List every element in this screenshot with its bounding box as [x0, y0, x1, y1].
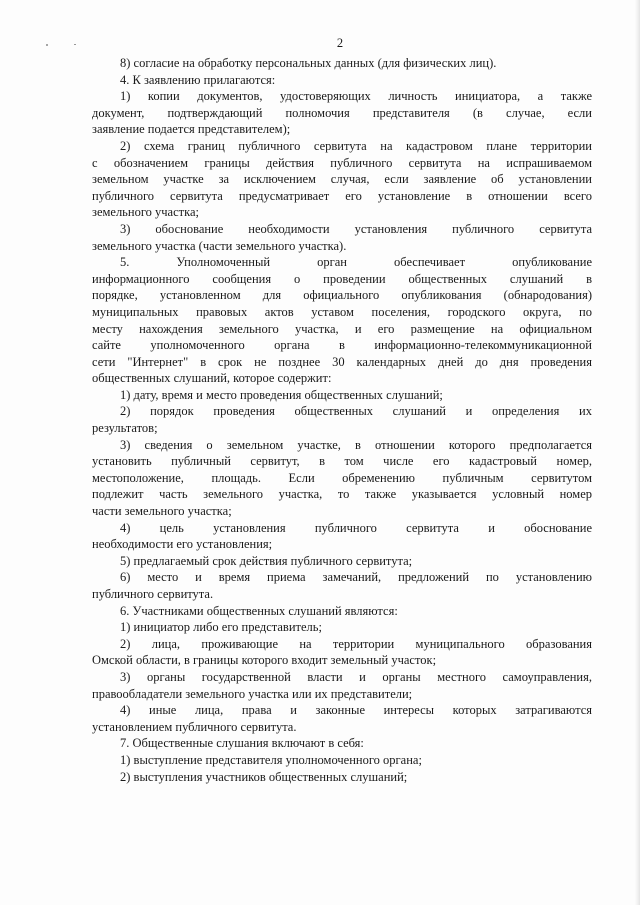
text-line: публичного сервитута. — [92, 587, 214, 601]
text-line: 1) инициатор либо его представитель; — [120, 620, 322, 635]
text-line: муниципальных правовых актов уставом поселения, городского округа, по — [92, 304, 592, 319]
text-line: установить публичный сервитут, в том числе его кадастровый номер, — [92, 454, 592, 469]
text-line: 3) обоснование необходимости установления публичного сервитута — [120, 221, 592, 236]
text-line: общественных слушаний, которое содержит: — [92, 371, 332, 386]
text-line: земельного участка; — [92, 205, 200, 220]
text-line: земельного участка (части земельного участка). — [92, 238, 347, 253]
text-line: 5) предлагаемый срок действия публичного сервитута; — [120, 553, 413, 568]
text-line: местоположение, площадь. Если обременению публичным сервитутом — [92, 470, 592, 485]
text-line: с обозначением границы действия публичного сервитута на испрашиваемом — [92, 155, 592, 170]
text-line: 4) иные лица, права и законные интересы которых затрагиваются — [120, 703, 592, 718]
text-line: 1) дату, время и место проведения общественных слушаний; — [120, 387, 443, 402]
page-edge-shadow — [634, 0, 640, 905]
text-line: части земельного участка; — [92, 504, 232, 519]
text-line: 8) согласие на обработку персональных данных (для физических лиц). — [120, 56, 497, 70]
text-line: правообладатели земельного участка или их представители; — [92, 686, 413, 701]
text-line: заявление подается представителем); — [92, 122, 291, 137]
text-line: сети "Интернет" в срок не позднее 30 календарных дней до дня проведения — [92, 354, 592, 369]
text-line: Омской области, в границы которого входит земельный участок; — [92, 653, 437, 668]
text-line: документ, подтверждающий полномочия представителя (в случае, если — [92, 105, 592, 120]
text-line: земельном участке за исключением случая, если заявление об установлении — [92, 172, 592, 187]
text-line: необходимости его установления; — [92, 537, 273, 552]
text-line: 4) цель установления публичного сервитута и обоснование — [120, 520, 592, 535]
text-line: 3) органы государственной власти и органы местного самоуправления, — [120, 669, 592, 684]
text-line: месту нахождения земельного участка, и его размещение на официальном — [92, 321, 592, 336]
text-line: 5. Уполномоченный орган обеспечивает опубликование — [120, 255, 592, 270]
text-line: 3) сведения о земельном участке, в отношении которого предполагается — [120, 437, 592, 452]
text-line: 2) схема границ публичного сервитута на кадастровом плане территории — [120, 138, 592, 153]
text-line: публичного сервитута предусматривает его установление в отношении всего — [92, 188, 592, 203]
text-line: 2) лица, проживающие на территории муниципального образования — [120, 636, 592, 651]
text-line: установлением публичного сервитута. — [92, 719, 297, 734]
text-line: 7. Общественные слушания включают в себя: — [120, 736, 364, 751]
text-line: информационного сообщения о проведении общественных слушаний в — [92, 271, 592, 286]
text-line: 1) выступление представителя уполномоченного органа; — [120, 752, 422, 767]
text-line: 4. К заявлению прилагаются: — [120, 72, 276, 87]
text-line: 2) порядок проведения общественных слушаний и определения их — [120, 404, 592, 419]
page-number: 2 — [336, 36, 344, 50]
text-line: 6. Участниками общественных слушаний являются: — [120, 603, 398, 618]
text-line: подлежит часть земельного участка, то также указывается условный номер — [92, 487, 592, 502]
text-line: 2) выступления участников общественных слушаний; — [120, 769, 408, 784]
text-line: 1) копии документов, удостоверяющих личность инициатора, а также — [120, 89, 592, 104]
text-line: 6) место и время приема замечаний, предложений по установлению — [120, 570, 592, 585]
document-body — [92, 55, 592, 785]
text-line: порядке, установленном для официального опубликования (обнародования) — [92, 288, 592, 303]
text-line: сайте уполномоченного органа в информационно-телекоммуникационной — [92, 338, 592, 353]
text-line: результатов; — [92, 421, 158, 436]
